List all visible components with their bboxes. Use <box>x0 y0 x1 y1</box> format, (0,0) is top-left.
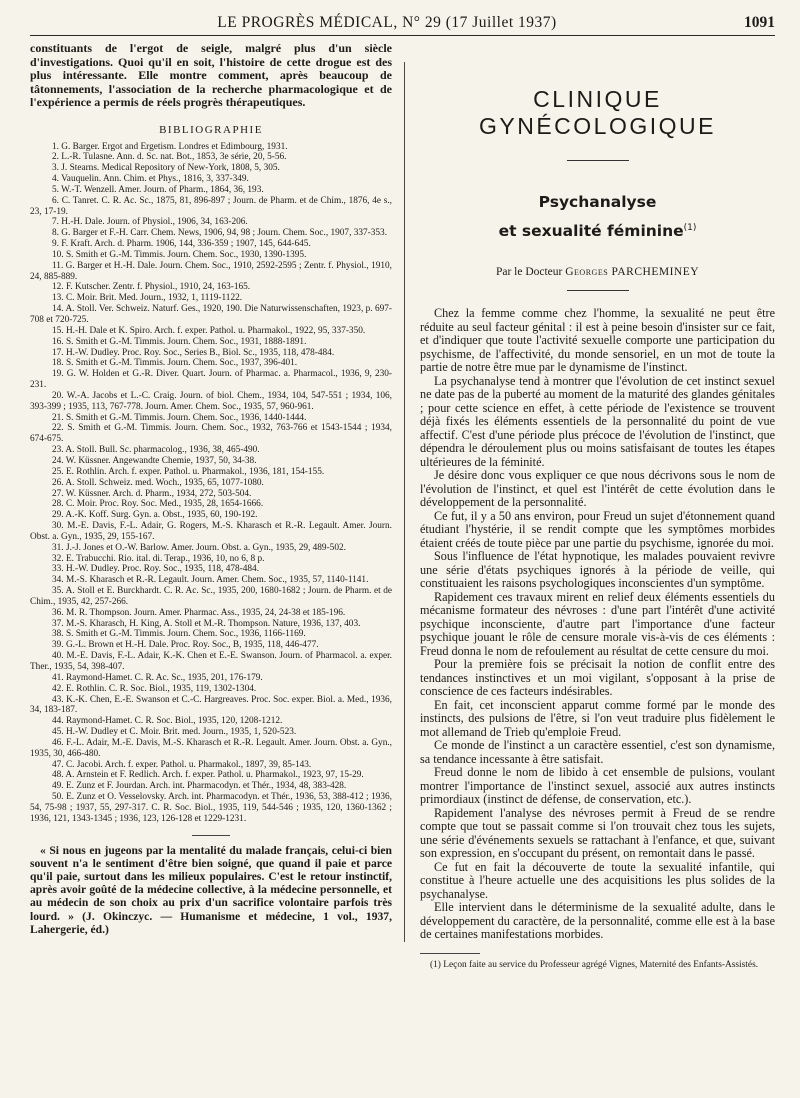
reference-item: 2. L.-R. Tulasne. Ann. d. Sc. nat. Bot., 1853, 3e série, 20, 5-56. <box>52 152 287 163</box>
body-paragraph: Freud donne le nom de libido à cet ensemble de pulsions, voulant montrer l'importance de l'instinct sexuel, associé aux autres instincts primordiaux (instinct de défense, de conservation, etc.). <box>420 765 775 807</box>
reference-item: 32. E. Trabucchi. Rio. ital. di. Terap., 1936, 10, no 6, 8 p. <box>52 553 265 564</box>
reference-item: 6. C. Tanret. C. R. Ac. Sc., 1875, 81, 896-897 ; Journ. de Pharm. et de Chim., 1876, 4e s., 23, 17-19. <box>30 195 392 217</box>
body-paragraph: Chez la femme comme chez l'homme, la sexualité ne peut être réduite au seul facteur génital : il est à peine besoin d'insister sur ce fait, et d'indiquer que toute l'activité sexuelle comporte une participation du psychisme, de l'affectivité, du monde sensoriel, en un mot de toute la partie de notre être mue par le dynamisme de l'instinct. <box>420 306 775 375</box>
bibliography-heading: BIBLIOGRAPHIE <box>159 123 263 136</box>
reference-item: 19. G. W. Holden et G.-R. Diver. Quart. Journ. of Pharmac. a. Pharmacol., 1936, 9, 230-231. <box>30 369 392 391</box>
reference-item: 33. H.-W. Dudley. Proc. Roy. Soc., 1935, 118, 478-484. <box>52 564 260 575</box>
footnote-marker: (1) <box>683 223 697 233</box>
article-title-line-1: Psychanalyse <box>538 193 657 211</box>
article-title-line-2: et sexualité féminine <box>498 222 684 241</box>
body-paragraph: Elle intervient dans le déterminisme de la sexualité adulte, dans le développement du caractère, de la personnalité, comme elle est à la base de certaines manifestations morbides. <box>420 900 775 942</box>
body-paragraph: Ce fut, il y a 50 ans environ, pour Freud un sujet d'étonnement quand étudiant l'hystérie, il se rendit compte que les symptômes morbides étaient créés de toute pièce par une partie du psychisme, ignorée du moi. <box>420 508 775 550</box>
reference-item: 27. W. Küssner. Arch. d. Pharm., 1934, 272, 503-504. <box>52 488 252 499</box>
reference-item: 26. A. Stoll. Schweiz. med. Woch., 1935, 65, 1077-1080. <box>52 477 264 488</box>
body-paragraph: Rapidement l'analyse des névroses permit à Freud de se rendre compte que tout se passait comme si l'on trouvait chez tous les sujets, une série d'événements sexuels se rattachant à l'enfance, et que, suivant son expression, en s'occupant du présent, on remontait dans le passé. <box>420 805 775 861</box>
page-number: 1091 <box>744 14 775 31</box>
reference-item: 23. A. Stoll. Bull. Sc. pharmacolog., 1936, 38, 465-490. <box>52 445 260 456</box>
reference-item: 40. M.-E. Davis, F.-L. Adair, K.-K. Chen et E.-E. Swanson. Journ. of Pharmacol. a. exper. Ther., 1935, 54, 398-407. <box>30 651 392 672</box>
journal-title: LE PROGRÈS MÉDICAL, N° 29 (17 Juillet 1937) <box>217 14 557 31</box>
author-name: Georges PARCHEMINEY <box>565 266 700 279</box>
reference-item: 3. J. Stearns. Medical Repository of New-York, 1808, 5, 305. <box>52 163 280 174</box>
section-title: CLINIQUE GYNÉCOLOGIQUE <box>479 86 716 139</box>
reference-item: 7. H.-H. Dale. Journ. of Physiol., 1906, 34, 163-206. <box>52 217 248 228</box>
footnote-rule <box>420 953 480 954</box>
body-paragraph: En fait, cet inconscient apparut comme formé par le monde des instincts, des pulsions de l'être, si l'on veut traduire plus fidèlement le mot allemand de Trieb qu'emploie Freud. <box>420 697 775 739</box>
reference-item: 49. E. Zunz et F. Jourdan. Arch. int. Pharmacodyn. et Thér., 1934, 48, 383-428. <box>52 781 347 792</box>
reference-item: 48. A. Arnstein et F. Redlich. Arch. f. exper. Pathol. u. Pharmakol., 1923, 97, 15-29. <box>52 770 364 781</box>
body-paragraph: La psychanalyse tend à montrer que l'évolution de cet instinct sexuel ne date pas de la puberté au moment de la maturité des glandes génitales ; pour cette science en effet, à cette période de l'existence se trouvent déjà fixés les éléments essentiels de la personnalité du point de vue affectif. C'est d'une période plus précoce de l'évolution de l'instinct, que dépendra le déroulement plus ou moins satisfaisant de toutes les étapes ultérieures de la féminité. <box>420 373 775 469</box>
reference-item: 45. H.-W. Dudley et C. Moir. Brit. med. Journ., 1935, 1, 520-523. <box>52 727 297 738</box>
body-paragraph: Je désire donc vous expliquer ce que nous décrivons sous le nom de l'évolution de l'instinct, et quel est l'intérêt de cette évolution dans le développement de la personnalité. <box>420 468 775 510</box>
reference-item: 18. S. Smith et G.-M. Timmis. Journ. Chem. Soc., 1937, 396-401. <box>52 358 298 369</box>
reference-item: 25. E. Rothlin. Arch. f. exper. Pathol. u. Pharmakol., 1936, 181, 154-155. <box>52 466 325 477</box>
reference-item: 12. F. Kutscher. Zentr. f. Physiol., 1910, 24, 163-165. <box>52 282 251 293</box>
reference-item: 1. G. Barger. Ergot and Ergetism. Londres et Edimbourg, 1931. <box>52 141 288 152</box>
reference-item: 8. G. Barger et F.-H. Carr. Chem. News, 1906, 94, 98 ; Journ. Chem. Soc., 1907, 337-353. <box>52 228 388 239</box>
reference-item: 44. Raymond-Hamet. C. R. Soc. Biol., 1935, 120, 1208-1212. <box>52 716 283 727</box>
reference-item: 37. M.-S. Kharasch, H. King, A. Stoll et M.-R. Thompson. Nature, 1936, 137, 403. <box>52 618 361 629</box>
reference-item: 31. J.-J. Jones et O.-W. Barlow. Amer. Journ. Obst. a. Gyn., 1935, 29, 489-502. <box>52 542 346 553</box>
reference-item: 42. E. Rothlin. C. R. Soc. Biol., 1935, 119, 1302-1304. <box>52 683 257 694</box>
column-divider <box>404 62 405 942</box>
reference-item: 38. S. Smith et G.-M. Timmis. Journ. Chem. Soc., 1936, 1166-1169. <box>52 629 306 640</box>
reference-item: 13. C. Moir. Brit. Med. Journ., 1932, 1, 1119-1122. <box>52 293 243 304</box>
reference-item: 21. S. Smith et G.-M. Timmis. Journ. Chem. Soc., 1936, 1440-1444. <box>52 412 307 423</box>
reference-item: 29. A.-K. Koff. Surg. Gyn. a. Obst., 1935, 60, 190-192. <box>52 510 258 521</box>
body-paragraph: Pour la première fois se précisait la notion de conflit entre des tendances instinctives et un moi vigilant, s'opposant à la prise de conscience de ces facteurs indésirables. <box>420 657 775 699</box>
reference-item: 22. S. Smith et G.-M. Timmis. Journ. Chem. Soc., 1932, 763-766 et 1543-1544 ; 1934, 674-675. <box>30 423 392 445</box>
reference-item: 16. S. Smith et G.-M. Timmis. Journ. Chem. Soc., 1931, 1888-1891. <box>52 336 307 347</box>
reference-list <box>30 142 392 825</box>
body-paragraph: Ce monde de l'instinct a un caractère essentiel, c'est son dynamisme, sa tendance incessante à être satisfait. <box>420 738 775 766</box>
reference-item: 41. Raymond-Hamet. C. R. Ac. Sc., 1935, 201, 176-179. <box>52 672 263 683</box>
right-column <box>420 42 775 971</box>
reference-item: 28. C. Moir. Proc. Roy. Soc. Med., 1935, 28, 1654-1666. <box>52 499 264 510</box>
reference-item: 9. F. Kraft. Arch. d. Pharm. 1906, 144, 336-359 ; 1907, 145, 644-645. <box>52 239 311 250</box>
separator-rule <box>192 835 230 836</box>
header-rule <box>30 35 775 36</box>
body-paragraph: Sous l'influence de l'état hypnotique, les malades pouvaient revivre une série d'états psychiques ignorés à la période de veille, qui constituaient les raisons psychologiques inconscientes d'un symptôme. <box>420 549 775 591</box>
reference-item: 50. E. Zunz et O. Vesselovsky. Arch. int. Pharmacodyn. et Thér., 1936, 53, 388-412 ; 1936, 54, 75-98 ; 1937, 55, 297-317. C. R. Soc. Biol., 1935, 119, 544-546 ; 1935, 120, 1360-1362 ; 1936, 121, 1343-1345 ; 1936, 123, 126-128 et 1229-1231. <box>30 792 392 824</box>
reference-item: 46. F.-L. Adair, M.-E. Davis, M.-S. Kharasch et R.-R. Legault. Amer. Journ. Obst. a. Gyn., 1935, 30, 466-480. <box>30 737 392 759</box>
title-rule <box>567 160 629 161</box>
reference-item: 10. S. Smith et G.-M. Timmis. Journ. Chem. Soc., 1930, 1390-1395. <box>52 249 307 260</box>
intro-paragraph: constituants de l'ergot de seigle, malgré plus d'un siècle d'investigations. Quoi qu'il en soit, l'histoire de cette drogue est des plus intéressante. Elle montre comment, après beaucoup de tâtonnements, l'association de la recherche pharmacologique et de l'expérience a permis de réels progrès thérapeutiques. <box>30 41 392 109</box>
body-paragraph: Ce fut en fait la découverte de toute la sexualité infantile, qui constitue à l'heure actuelle une des acquisitions les plus solides de la psychanalyse. <box>420 859 775 901</box>
closing-quote: « Si nous en jugeons par la mentalité du malade français, celui-ci bien souvent n'a le sentiment d'être bien soigné, que quand il paie et parce qu'il paie, surtout dans les milieux populaires. C'est le retour instinctif, après avoir goûté de la médecine collective, à la médecine personnelle, et au médecin de son choix au prix d'un sacrifice volontaire parfois très lourd. » (J. Okinczyc. — Humanisme et médecine, 1 vol., 1937, Lahergerie, éd.) <box>30 843 392 936</box>
reference-item: 20. W.-A. Jacobs et L.-C. Craig. Journ. of biol. Chem., 1934, 104, 547-551 ; 1934, 106, 393-399 ; 1935, 113, 767-778. Journ. Amer. Chem. Soc., 1935, 57, 960-961. <box>30 390 392 412</box>
reference-item: 30. M.-E. Davis, F.-L. Adair, G. Rogers, M.-S. Kharasch et R.-R. Legault. Amer. Journ. Obst. a. Gyn., 1935, 29, 155-167. <box>30 521 392 542</box>
footnote: (1) Leçon faite au service du Professeur agrégé Vignes, Maternité des Enfants-Assistés. <box>430 959 759 970</box>
reference-item: 14. A. Stoll. Ver. Schweiz. Naturf. Ges., 1920, 190. Die Naturwissenschaften, 1923, p. 697-708 et 720-725. <box>30 304 392 325</box>
byline-rule <box>567 290 629 291</box>
byline <box>420 266 775 278</box>
reference-item: 39. G.-L. Brown et H.-H. Dale. Proc. Roy. Soc., B, 1935, 118, 446-477. <box>52 640 319 651</box>
reference-item: 43. K.-K. Chen, E.-E. Swanson et C.-C. Hargreaves. Proc. Soc. exper. Biol. a. Med., 1936, 34, 183-187. <box>30 694 392 716</box>
reference-item: 11. G. Barger et H.-H. Dale. Journ. Chem. Soc., 1910, 2592-2595 ; Zentr. f. Physiol., 1910, 24, 885-889. <box>30 260 392 282</box>
left-column <box>30 42 392 936</box>
article-body <box>420 307 775 942</box>
reference-item: 4. Vauquelin. Ann. Chim. et Phys., 1816, 3, 337-349. <box>52 174 249 185</box>
reference-item: 34. M.-S. Kharasch et R.-R. Legault. Journ. Amer. Chem. Soc., 1935, 57, 1140-1141. <box>52 575 369 586</box>
reference-item: 36. M. R. Thompson. Journ. Amer. Pharmac. Ass., 1935, 24, 24-38 et 185-196. <box>52 607 346 618</box>
reference-item: 17. H.-W. Dudley. Proc. Roy. Soc., Series B., Biol. Sc., 1935, 118, 478-484. <box>52 347 335 358</box>
reference-item: 24. W. Küssner. Angewandte Chemie, 1937, 50, 34-38. <box>52 455 257 466</box>
reference-item: 47. C. Jacobi. Arch. f. exper. Pathol. u. Pharmakol., 1897, 39, 85-143. <box>52 759 312 770</box>
reference-item: 15. H.-H. Dale et K. Spiro. Arch. f. exper. Pathol. u. Pharmakol., 1922, 95, 337-350. <box>52 325 366 336</box>
article-title <box>420 189 775 244</box>
reference-item: 35. A. Stoll et E. Burckhardt. C. R. Ac. Sc., 1935, 200, 1680-1682 ; Journ. de Pharm. et de Chim., 1935, 42, 257-266. <box>30 586 392 607</box>
running-header <box>30 14 775 32</box>
reference-item: 5. W.-T. Wenzell. Amer. Journ. of Pharm., 1864, 36, 193. <box>52 184 264 195</box>
byline-prefix: Par le Docteur <box>495 266 563 279</box>
body-paragraph: Rapidement ces travaux mirent en relief deux éléments essentiels du mécanisme formateur des névroses : d'une part l'intérêt d'une activité psychique inconsciente, d'autre part l'importance d'une facteur psychique jouant le rôle de censure morale vis-à-vis de ces éléments : Freud donna le nom de refoulement au résultat de cette censure du moi. <box>420 589 775 658</box>
